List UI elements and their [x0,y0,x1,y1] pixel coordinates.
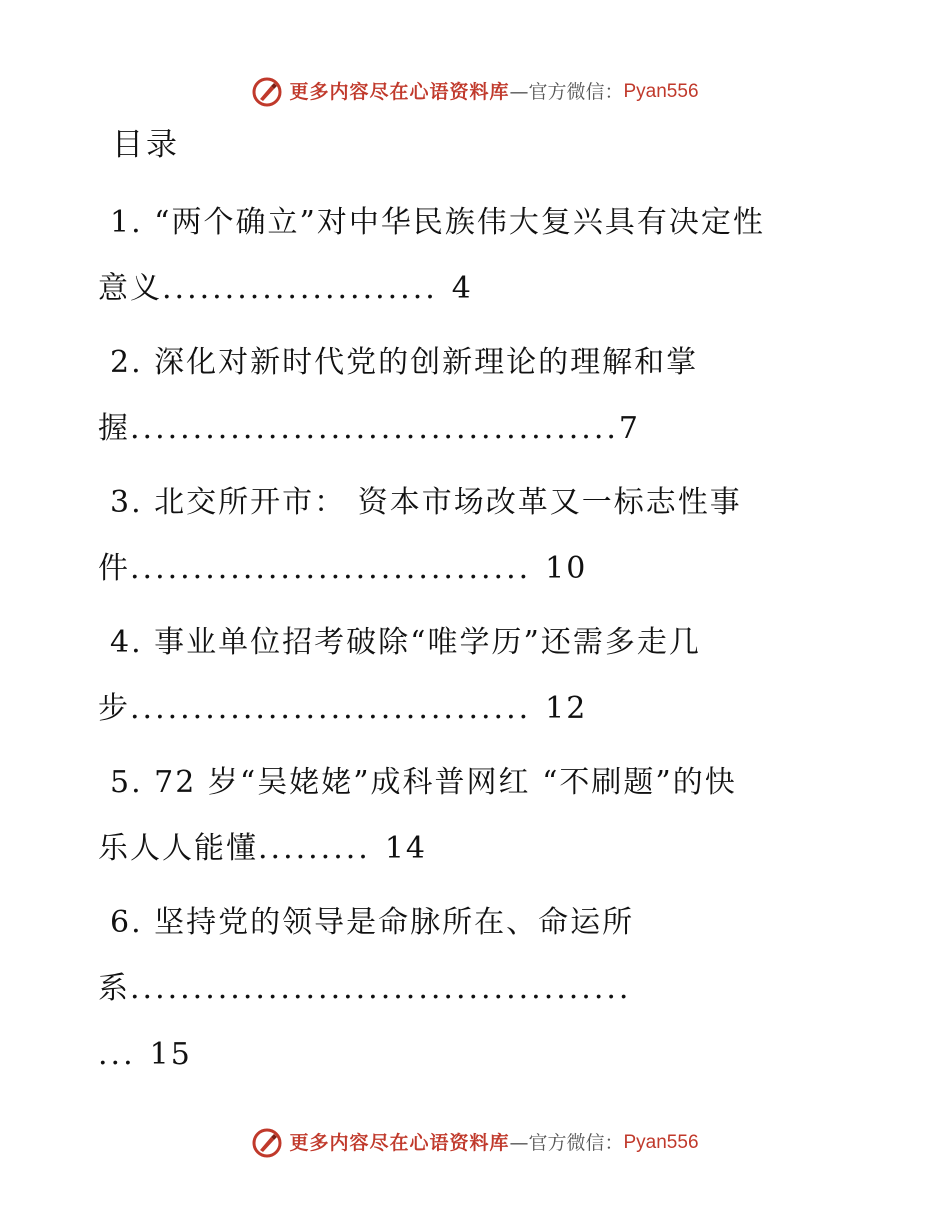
toc-entry-heading: 2. 深化对新时代党的创新理论的理解和掌 [110,345,699,380]
watermark-slogan: 更多内容尽在心语资料库 [289,81,510,103]
toc-page-number: 14 [384,831,428,866]
pen-seal-icon [251,76,283,108]
watermark-wechat-label: 官方微信： [528,1132,624,1154]
toc-entry-heading: 4. 事业单位招考破除“唯学历”还需多走几 [110,625,701,660]
toc-leader-dots: ...................... [162,271,438,306]
toc-entry-1[interactable] [98,190,858,322]
toc-entry-3[interactable] [98,470,858,602]
toc-leader-dots: ................................ [130,691,532,726]
toc-entry-continuation [98,256,858,322]
toc-entry-continuation [98,396,858,462]
toc-leader-dots: ........................................ [130,971,632,1006]
toc-page-number: 7 [618,411,641,446]
toc-entry-continuation [98,676,858,742]
toc-entry-6[interactable] [98,890,858,1088]
toc-entry-continuation [98,1022,858,1088]
toc-leader-dots: ... [98,1037,136,1072]
toc-entry-2[interactable] [98,330,858,462]
toc-entry-tail: 乐人人能懂 [98,831,258,866]
watermark-header [0,76,950,108]
toc-entry-continuation [98,816,858,882]
toc-page-number: 10 [545,551,588,586]
toc-entry-continuation [98,956,858,1022]
toc-leader-dots: ......... [258,831,371,866]
toc-entry-tail: 件 [98,551,130,586]
toc-page-number: 12 [545,691,588,726]
toc-entry-heading: 6. 坚持党的领导是命脉所在、命运所 [110,905,635,940]
toc-entry-5[interactable] [98,750,858,882]
toc-entry-heading: 5. 72 岁“吴姥姥”成科普网红 “不刷题”的快 [110,765,737,800]
toc-entry-heading: 1. “两个确立”对中华民族伟大复兴具有决定性 [110,205,765,240]
toc-leader-dots: ................................ [130,551,532,586]
toc-page-number: 15 [149,1037,192,1072]
toc-title: 目录 [112,127,180,163]
watermark-dash: — [509,1132,529,1154]
toc-entry-tail: 意义 [98,271,162,306]
toc-entry-tail: 系 [98,971,130,1006]
table-of-contents [98,190,858,1096]
watermark-wechat-label: 官方微信： [528,81,624,103]
toc-leader-dots: ....................................... [130,411,619,446]
toc-entry-4[interactable] [98,610,858,742]
watermark-dash: — [509,81,529,103]
toc-entry-heading: 3. 北交所开市： 资本市场改革又一标志性事 [110,485,742,520]
toc-entry-tail: 步 [98,691,130,726]
watermark-wechat-id: Pyan556 [623,81,699,102]
toc-page-number: 4 [451,271,473,306]
watermark-slogan: 更多内容尽在心语资料库 [289,1132,510,1154]
pen-seal-icon [251,1127,283,1159]
watermark-wechat-id: Pyan556 [623,1132,699,1153]
watermark-footer [0,1127,950,1159]
toc-entry-tail: 握 [98,411,130,446]
toc-entry-continuation [98,536,858,602]
